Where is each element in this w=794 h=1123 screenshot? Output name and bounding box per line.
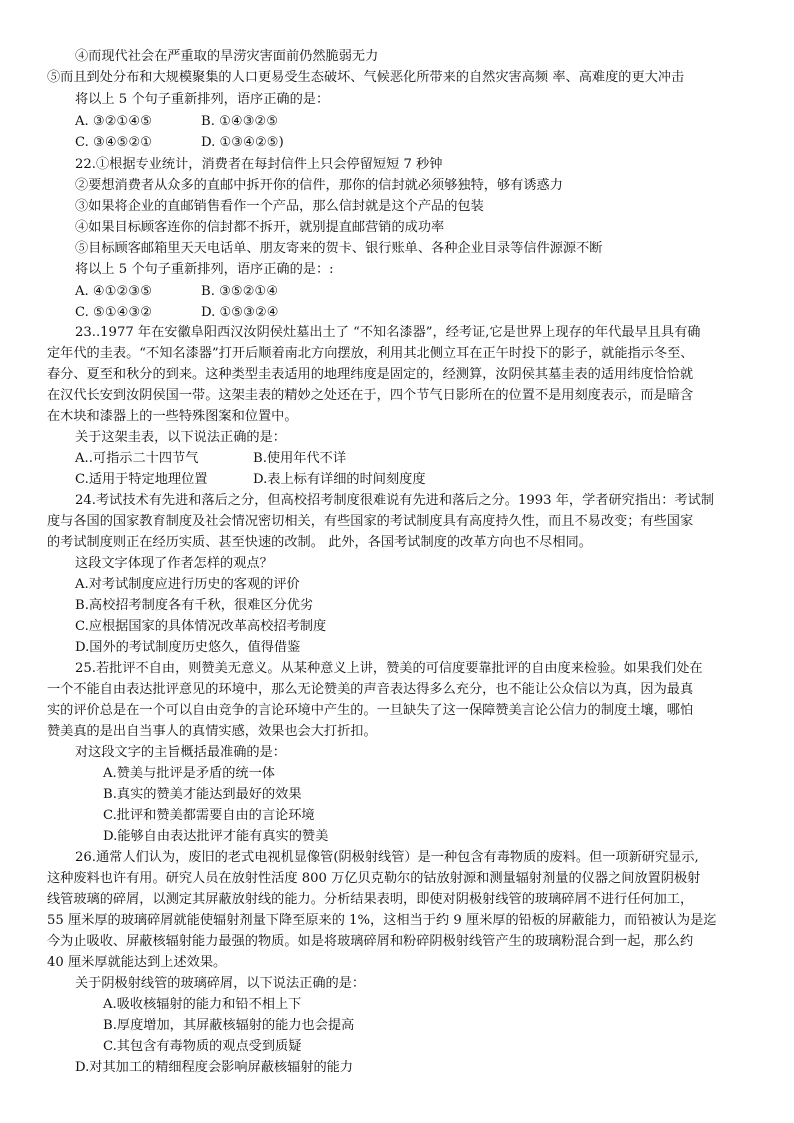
q24-option-d: D.国外的考试制度历史悠久，值得借鉴 (75, 640, 301, 655)
q24-option-b: B.高校招考制度各有千秋，很难区分优劣 (75, 598, 314, 613)
q22-sentence-1: 22.①根据专业统计，消费者在每封信件上只会停留短短 7 秒钟 (75, 157, 443, 172)
q22-sentence-2: ②要想消费者从众多的直邮中拆开你的信件，那你的信封就必须够独特，够有诱惑力 (75, 178, 563, 193)
q25-paragraph-line-1: 25.若批评不自由，则赞美无意义。从某种意义上讲，赞美的可信度要靠批评的自由度来检验。如果我们处在 (75, 661, 703, 676)
q26-paragraph-line-4: 55 厘米厚的玻璃碎屑就能使辐射剂量下降至原来的 1%，这相当于约 9 厘米厚的铅板的屏蔽能力，而铅被认为是迄 (47, 913, 717, 928)
q23-option-d: D.表上标有详细的时间刻度度 (253, 472, 426, 487)
q26-option-c: C.其包含有毒物质的观点受到质疑 (103, 1039, 302, 1054)
q24-option-c: C.应根据国家的具体情况改革高校招考制度 (75, 619, 327, 634)
q21-option-b: B. ①④③②⑤ (201, 114, 279, 129)
q26-paragraph-line-3: 线管玻璃的碎屑，以测定其屏蔽放射线的能力。分析结果表明，即使对阴极射线管的玻璃碎屑不进行任何加工， (47, 892, 694, 907)
q26-paragraph-line-1: 26.通常人们认为，废旧的老式电视机显像管(阴极射线管）是一种包含有毒物质的废料。但一项新研究显示, (75, 850, 699, 865)
q21-options-row-1 (75, 112, 278, 132)
q23-paragraph-line-4: 在汉代长安到汝阴侯国一带。这架圭表的精妙之处还在于，四个节气日影所在的位置不是用刻度表示，而是暗含 (47, 388, 694, 403)
q25-option-b: B.真实的赞美才能达到最好的效果 (103, 787, 302, 802)
q22-sentence-3: ③如果将企业的直邮销售看作一个产品，那么信封就是这个产品的包装 (75, 199, 484, 214)
q26-option-a: A.吸收核辐射的能力和铅不相上下 (103, 997, 302, 1012)
q24-paragraph-line-2: 度与各国的国家教育制度及社会情况密切相关，有些国家的考试制度具有高度持久性，而且不易改变；有些国家 (47, 514, 694, 529)
q22-option-b: B. ③⑤②①④ (201, 284, 279, 299)
q25-option-a: A.赞美与批评是矛盾的统一体 (103, 766, 275, 781)
q21-option-a: A. ③②①④⑤ (75, 114, 153, 129)
q22-options-row-1 (75, 282, 278, 302)
q22-option-c: C. ⑤①④③② (75, 305, 153, 320)
q21-option-c: C. ③④⑤②① (75, 135, 153, 150)
q24-option-a: A.对考试制度应进行历史的客观的评价 (75, 577, 300, 592)
q22-option-a: A. ④①②③⑤ (75, 284, 153, 299)
q21-option-d: D. ①③④②⑤) (201, 135, 284, 150)
q25-paragraph-line-4: 赞美真的是出自当事人的真情实感，效果也会大打折扣。 (47, 724, 377, 739)
q21-options-row-2 (75, 133, 284, 153)
q21-sentence-4: ④而现代社会在严重取的旱涝灾害面前仍然脆弱无力 (75, 49, 379, 64)
q23-paragraph-line-2: 定年代的圭表。“不知名漆器”打开后顺着南北方向摆放，利用其北侧立耳在正午时投下的影子，就能指示冬至、 (47, 346, 694, 361)
q23-paragraph-line-3: 春分、夏至和秋分的到来。这种类型圭表适用的地理纬度是固定的，经测算，汝阴侯其墓圭表的适用纬度恰恰就 (47, 367, 694, 382)
q25-paragraph-line-2: 一个不能自由表达批评意见的环境中，那么无论赞美的声音表达得多么充分，也不能让公众信以为真，因为最真 (47, 682, 694, 697)
q23-paragraph-line-1: 23..1977 年在安徽阜阳西汉汝阴侯灶墓出土了 “不知名漆器”，经考证,它是世界上现存的年代最早且具有确 (75, 325, 701, 340)
q23-options-row-1 (75, 449, 346, 469)
q24-paragraph-line-1: 24.考试技术有先进和落后之分，但高校招考制度很难说有先进和落后之分。1993 年，学者研究指出：考试制 (75, 493, 714, 508)
q23-prompt: 关于这架圭表，以下说法正确的是： (75, 430, 286, 445)
q23-option-b: B.使用年代不详 (253, 451, 347, 466)
q23-option-a: A..可指示二十四节气 (75, 451, 199, 466)
q26-paragraph-line-2: 这种废料也许有用。研究人员在放射性活度 800 万亿贝克勒尔的钴放射源和测量辐射剂量的仪器之间放置阴极射 (47, 871, 701, 886)
q22-sentence-4: ④如果目标顾客连你的信封都不拆开，就别提直邮营销的成功率 (75, 220, 445, 235)
q25-prompt: 对这段文字的主旨概括最准确的是： (75, 745, 286, 760)
q22-options-row-2 (75, 303, 279, 323)
q26-paragraph-line-6: 40 厘米厚就能达到上述效果。 (47, 955, 227, 970)
q26-prompt: 关于阴极射线管的玻璃碎屑，以下说法正确的是： (75, 976, 366, 991)
q26-option-b: B.厚度增加，其屏蔽核辐射的能力也会提高 (103, 1018, 355, 1033)
q23-paragraph-line-5: 在木块和漆器上的一些特殊图案和位置中。 (47, 409, 298, 424)
q26-option-d: D.对其加工的精细程度会影响屏蔽核辐射的能力 (75, 1060, 354, 1075)
q23-option-c: C.适用于特定地理位置 (75, 472, 208, 487)
q22-option-d: D. ①⑤③②④ (201, 305, 279, 320)
q25-paragraph-line-3: 实的评价总是在一个可以自由竞争的言论环境中产生的。一旦缺失了这一保障赞美言论公信力的制度土壤，哪怕 (47, 703, 694, 718)
q24-paragraph-line-3: 的考试制度则正在经历实质、甚至快速的改制。 此外，各国考试制度的改革方向也不尽相同。 (47, 535, 592, 550)
q22-sentence-5: ⑤目标顾客邮箱里天天电话单、朋友寄来的贺卡、银行账单、各种企业目录等信件源源不断 (75, 241, 603, 256)
q26-paragraph-line-5: 今为止吸收、屏蔽核辐射能力最强的物质。如是将玻璃碎屑和粉碎阴极射线管产生的玻璃粉混合到一起，那么约 (47, 934, 694, 949)
q23-options-row-2 (75, 470, 426, 490)
q24-prompt: 这段文字体现了作者怎样的观点？ (75, 556, 273, 571)
q21-prompt: 将以上 5 个句子重新排列，语序正确的是： (75, 92, 330, 107)
q25-option-c: C.批评和赞美都需要自由的言论环境 (103, 808, 315, 823)
q21-sentence-5: ⑤而且到处分布和大规模聚集的人口更易受生态破坏、气候恶化所带来的自然灾害高频 率、高难度的更大冲击 (47, 70, 685, 85)
q25-option-d: D.能够自由表达批评才能有真实的赞美 (103, 829, 329, 844)
q22-prompt: 将以上 5 个句子重新排列，语序正确的是：: (75, 262, 334, 277)
